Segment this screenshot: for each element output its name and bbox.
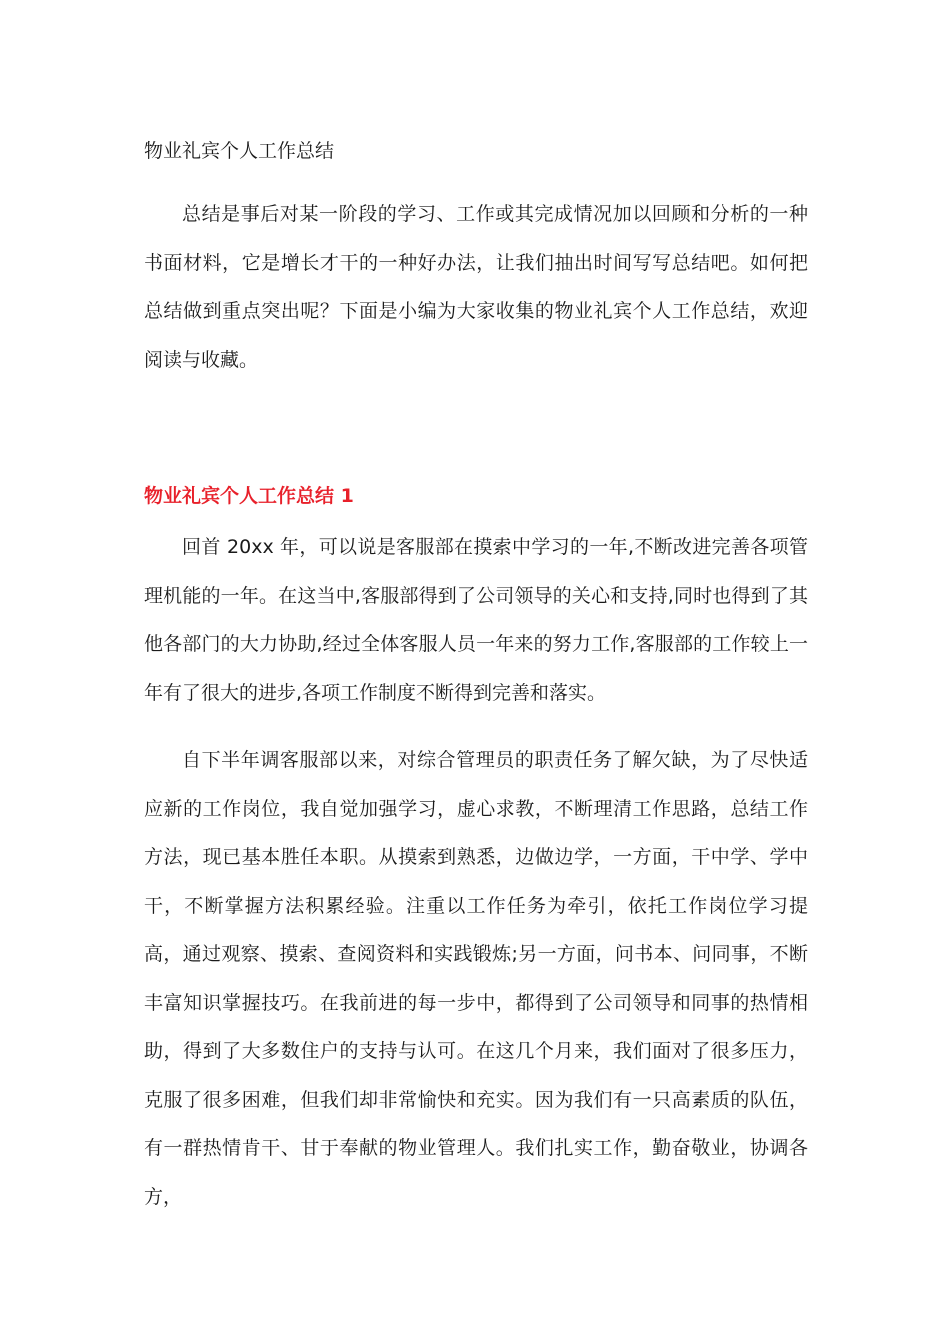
intro-paragraph: 总结是事后对某一阶段的学习、工作或其完成情况加以回顾和分析的一种书面材料，它是增长才干的一种好办法，让我们抽出时间写写总结吧。如何把总结做到重点突出呢？下面是小编为大家收集的物业礼宾个人工作总结，欢迎阅读与收藏。: [144, 203, 808, 371]
section-heading: 物业礼宾个人工作总结 1: [144, 485, 354, 507]
document-title: 物业礼宾个人工作总结: [144, 140, 335, 162]
body-paragraph: 回首 20xx 年，可以说是客服部在摸索中学习的一年,不断改进完善各项管理机能的一年。在这当中,客服部得到了公司领导的关心和支持,同时也得到了其他各部门的大力协助,经过全体客服人员一年来的努力工作,客服部的工作较上一年有了很大的进步,各项工作制度不断得到完善和落实。: [144, 536, 808, 704]
body-paragraph: 自下半年调客服部以来，对综合管理员的职责任务了解欠缺，为了尽快适应新的工作岗位，我自觉加强学习，虚心求教，不断理清工作思路，总结工作方法，现已基本胜任本职。从摸索到熟悉，边做边学，一方面，干中学、学中干，不断掌握方法积累经验。注重以工作任务为牵引，依托工作岗位学习提高，通过观察、摸索、查阅资料和实践锻炼;另一方面，问书本、问同事，不断丰富知识掌握技巧。在我前进的每一步中，都得到了公司领导和同事的热情相助，得到了大多数住户的支持与认可。在这几个月来，我们面对了很多压力，克服了很多困难，但我们却非常愉快和充实。因为我们有一只高素质的队伍，有一群热情肯干、甘于奉献的物业管理人。我们扎实工作，勤奋敬业，协调各方，: [144, 749, 808, 1208]
